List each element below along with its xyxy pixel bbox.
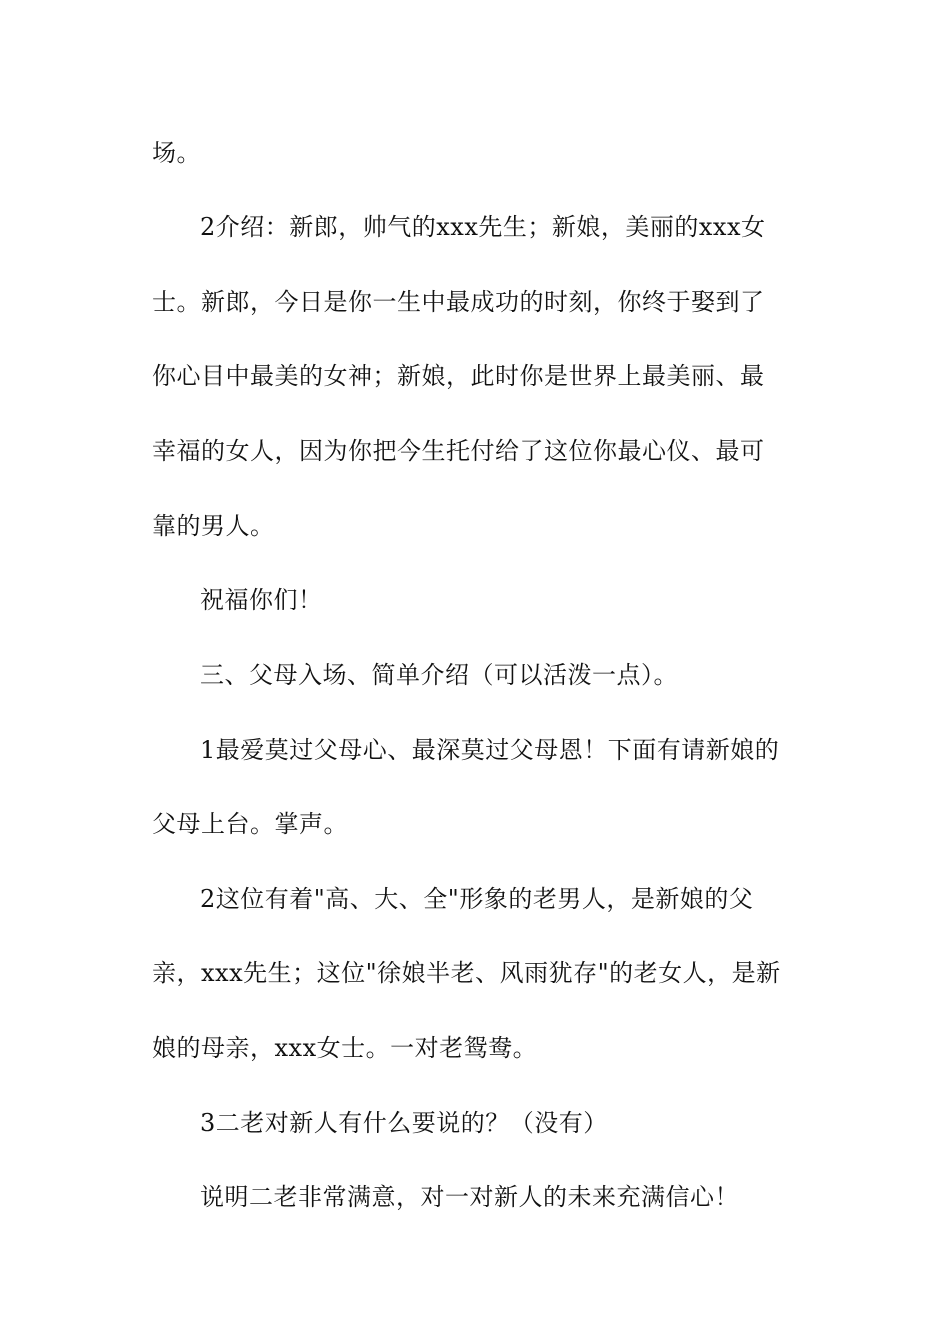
- paragraph-start-line: 2这位有着"高、大、全"形象的老男人，是新娘的父: [200, 885, 754, 913]
- text-line: 亲，xxx先生；这位"徐娘半老、风雨犹存"的老女人，是新: [152, 959, 781, 987]
- paragraph-start-line: 1最爱莫过父母心、最深莫过父母恩！下面有请新娘的: [200, 736, 780, 764]
- text-line: 场。: [152, 139, 201, 167]
- text-line: 你心目中最美的女神；新娘，此时你是世界上最美丽、最: [152, 362, 765, 390]
- text-line: 父母上台。掌声。: [152, 810, 348, 838]
- text-line: 靠的男人。: [152, 512, 275, 540]
- section-heading: 三、父母入场、简单介绍（可以活泼一点）。: [200, 661, 678, 689]
- paragraph-start-line: 说明二老非常满意，对一对新人的未来充满信心！: [200, 1183, 739, 1211]
- text-line: 娘的母亲，xxx女士。一对老鸳鸯。: [152, 1034, 538, 1062]
- paragraph-start-line: 2介绍：新郎，帅气的xxx先生；新娘，美丽的xxx女: [200, 213, 766, 241]
- text-line: 士。新郎，今日是你一生中最成功的时刻，你终于娶到了: [152, 288, 765, 316]
- text-line: 幸福的女人，因为你把今生托付给了这位你最心仪、最可: [152, 437, 765, 465]
- paragraph-start-line: 3二老对新人有什么要说的？（没有）: [200, 1109, 608, 1137]
- paragraph-start-line: 祝福你们！: [200, 586, 323, 614]
